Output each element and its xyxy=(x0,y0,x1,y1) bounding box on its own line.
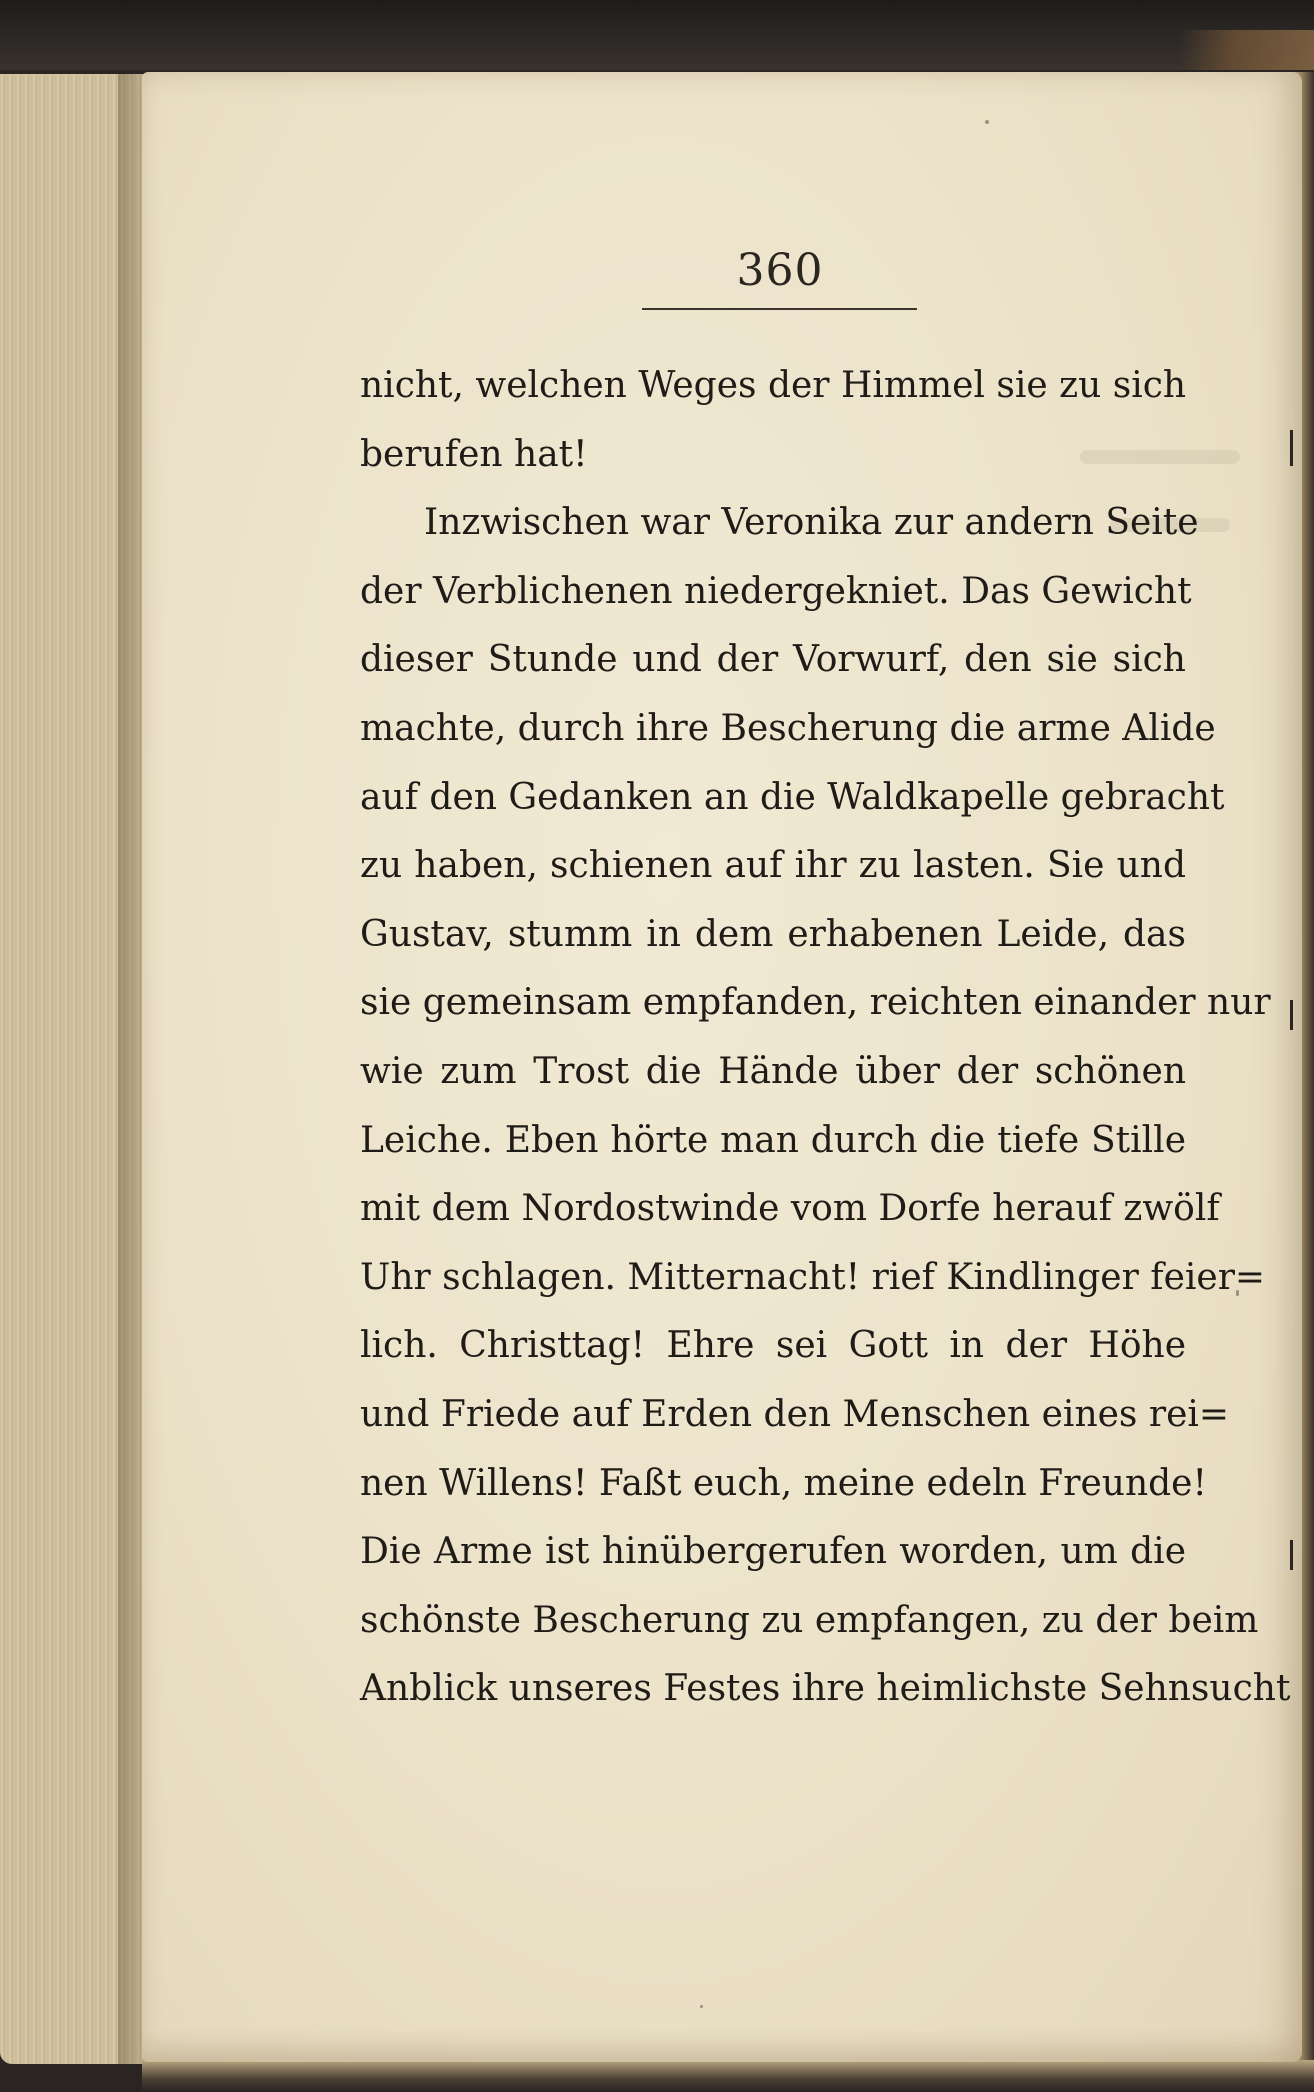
text-line: berufen hat! xyxy=(360,433,588,475)
text-line: auf den Gedanken an die Waldkapelle gebracht xyxy=(360,776,1225,818)
text-line: Inzwischen war Veronika zur andern Seite xyxy=(424,502,1199,544)
text-line: Leiche. Eben hörte man durch die tiefe Stille xyxy=(360,1119,1186,1161)
text-line: sie gemeinsam empfanden, reichten einander nur xyxy=(360,982,1271,1024)
text-line: der Verblichenen niedergekniet. Das Gewicht xyxy=(360,570,1192,612)
text-line: und Friede auf Erden den Menschen eines rei= xyxy=(360,1393,1230,1435)
edge-tick-mark xyxy=(1290,1000,1293,1030)
paper-speck xyxy=(700,2005,703,2008)
edge-tick-mark xyxy=(1290,430,1293,466)
header-rule xyxy=(642,308,917,310)
cover-worn-corner xyxy=(1180,30,1314,70)
text-line: Uhr schlagen. Mitternacht! rief Kindlinger feier= xyxy=(360,1256,1266,1298)
edge-tick-mark xyxy=(1290,1540,1293,1570)
text-line: machte, durch ihre Bescherung die arme Alide xyxy=(360,707,1216,749)
text-line: schönste Bescherung zu empfangen, zu der beim xyxy=(360,1599,1259,1641)
book-cover-top xyxy=(0,0,1314,70)
text-line: nicht, welchen Weges der Himmel sie zu sich xyxy=(360,365,1187,406)
text-line: Gustav, stumm in dem erhabenen Leide, das xyxy=(360,913,1186,955)
text-line: Die Arme ist hinübergerufen worden, um die xyxy=(360,1531,1186,1573)
text-line: dieser Stunde und der Vorwurf, den sie sich xyxy=(360,639,1186,681)
body-text xyxy=(360,352,1291,1724)
text-line: nen Willens! Faßt euch, meine edeln Freunde! xyxy=(360,1462,1207,1504)
bottom-page-edge xyxy=(142,2060,1314,2092)
text-line: wie zum Trost die Hände über der schönen xyxy=(360,1050,1186,1092)
text-line: Anblick unseres Festes ihre heimlichste Sehnsucht xyxy=(360,1668,1291,1710)
text-line: lich. Christtag! Ehre sei Gott in der Höhe xyxy=(360,1325,1186,1367)
text-line: mit dem Nordostwinde vom Dorfe herauf zwölf xyxy=(360,1188,1220,1230)
text-line: zu haben, schienen auf ihr zu lasten. Sie und xyxy=(360,845,1186,887)
paper-speck xyxy=(985,120,989,124)
page-number: 360 xyxy=(736,245,824,296)
